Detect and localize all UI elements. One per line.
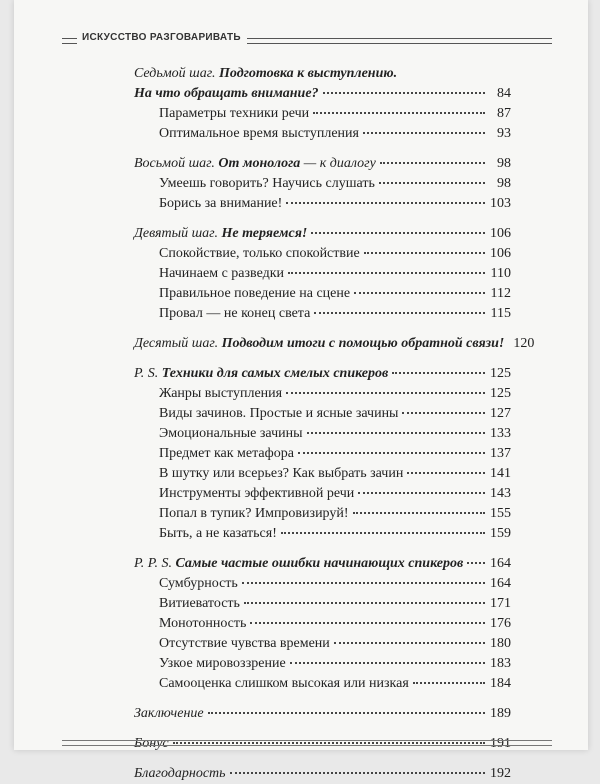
toc-entry-no-time bbox=[159, 634, 511, 654]
toc-entry-optimal-time bbox=[159, 124, 511, 144]
leader-dots bbox=[334, 641, 485, 644]
toc-entry-title: Самые частые ошибки начинающих спикеров bbox=[175, 556, 464, 571]
toc-entry-be bbox=[159, 524, 511, 544]
page-number: 184 bbox=[490, 676, 511, 691]
toc-entry-text: Умеешь говорить? Научись слушать bbox=[159, 176, 375, 191]
leader-dots bbox=[230, 771, 485, 774]
toc-entry-title: Техники для самых смелых спикеров bbox=[161, 366, 389, 381]
page-number: 191 bbox=[490, 736, 511, 751]
page-number: 127 bbox=[490, 406, 511, 421]
page-number: 171 bbox=[490, 596, 511, 611]
leader-dots bbox=[323, 91, 485, 94]
toc-entry-monotone bbox=[159, 614, 511, 634]
page-number: 189 bbox=[490, 706, 511, 721]
leader-dots bbox=[298, 451, 485, 454]
toc-entry-title: Подводим итоги с помощью обратной связи! bbox=[221, 336, 505, 351]
leader-dots bbox=[313, 111, 485, 114]
toc-entry-can-talk bbox=[159, 174, 511, 194]
page-number: 137 bbox=[490, 446, 511, 461]
toc-entry-text: Сумбурность bbox=[159, 576, 238, 591]
page-number: 115 bbox=[490, 306, 511, 321]
leader-dots bbox=[467, 561, 485, 564]
toc-entry-text: Узкое мировоззрение bbox=[159, 656, 286, 671]
toc-entry-step7 bbox=[134, 64, 511, 84]
toc-entry-text: Провал — не конец света bbox=[159, 306, 311, 321]
toc-entry-label: Бонус bbox=[134, 736, 169, 751]
toc-entry-verbose bbox=[159, 594, 511, 614]
toc-entry-thanks bbox=[134, 764, 511, 784]
leader-dots bbox=[208, 711, 485, 714]
toc-entry-step7-cont bbox=[134, 84, 511, 104]
toc-entry-text: Инструменты эффективной речи bbox=[159, 486, 355, 501]
bottom-rule bbox=[62, 740, 552, 746]
toc-entry-title: Подготовка к выступлению. bbox=[219, 66, 398, 81]
page-number: 98 bbox=[497, 156, 511, 171]
toc-entry-text: Быть, а не казаться! bbox=[159, 526, 277, 541]
page-number: 180 bbox=[490, 636, 511, 651]
page-number: 155 bbox=[490, 506, 511, 521]
toc-entry-text: Виды зачинов. Простые и ясные зачины bbox=[159, 406, 399, 421]
leader-dots bbox=[379, 181, 485, 184]
toc-entry-self-esteem bbox=[159, 674, 511, 694]
running-head bbox=[62, 32, 552, 46]
toc-entry-text: Оптимальное время выступления bbox=[159, 126, 359, 141]
page-number: 159 bbox=[490, 526, 511, 541]
toc-entry-text: Попал в тупик? Импровизируй! bbox=[159, 506, 349, 521]
toc-entry-label: Заключение bbox=[134, 706, 204, 721]
toc-entry-joke bbox=[159, 464, 511, 484]
page-number: 110 bbox=[490, 266, 511, 281]
toc-entry-tools bbox=[159, 484, 511, 504]
running-head-rule-right bbox=[247, 38, 552, 44]
toc-entry-recon bbox=[159, 264, 511, 284]
book-page bbox=[14, 0, 588, 781]
leader-dots bbox=[353, 511, 485, 514]
toc-entry-step10 bbox=[134, 334, 535, 354]
leader-dots bbox=[358, 491, 485, 494]
toc-entry-metaphor bbox=[159, 444, 511, 464]
toc-entry-title: Не теряемся! bbox=[221, 226, 308, 241]
toc-entry-pps bbox=[134, 554, 511, 574]
page-number: 141 bbox=[490, 466, 511, 481]
toc-entry-title: От монолога bbox=[218, 156, 301, 171]
toc-entry-confused bbox=[159, 574, 511, 594]
leader-dots bbox=[286, 391, 485, 394]
toc-entry-title-suffix: — к диалогу bbox=[300, 156, 376, 171]
leader-dots bbox=[392, 371, 485, 374]
page-number: 98 bbox=[497, 176, 511, 191]
page-number: 120 bbox=[513, 336, 535, 351]
page-number: 84 bbox=[497, 86, 511, 101]
toc-entry-text: Параметры техники речи bbox=[159, 106, 310, 121]
toc-entry-genres bbox=[159, 384, 511, 404]
toc-entry-text: Начинаем с разведки bbox=[159, 266, 285, 281]
toc-entry-speech-params bbox=[159, 104, 511, 124]
leader-dots bbox=[311, 231, 485, 234]
leader-dots bbox=[290, 661, 485, 664]
page-number: 143 bbox=[490, 486, 511, 501]
toc-entry-ps bbox=[134, 364, 511, 384]
toc-entry-step9 bbox=[134, 224, 511, 244]
leader-dots bbox=[364, 251, 485, 254]
toc-entry-fight-attention bbox=[159, 194, 511, 214]
page-number: 93 bbox=[497, 126, 511, 141]
page-number: 183 bbox=[490, 656, 511, 671]
leader-dots bbox=[380, 161, 485, 164]
leader-dots bbox=[407, 471, 485, 474]
toc-entry-text: Монотонность bbox=[159, 616, 247, 631]
toc-entry-improv bbox=[159, 504, 511, 524]
toc-entry-text: Предмет как метафора bbox=[159, 446, 294, 461]
toc-entry-label: Девятый шаг. bbox=[134, 226, 218, 241]
leader-dots bbox=[244, 601, 485, 604]
toc-entry-step8 bbox=[134, 154, 511, 174]
toc-entry-text: В шутку или всерьез? Как выбрать зачин bbox=[159, 466, 404, 481]
toc-entry-label: P. S. bbox=[134, 366, 159, 381]
leader-dots bbox=[363, 131, 485, 134]
toc-entry-text: Самооценка слишком высокая или низкая bbox=[159, 676, 409, 691]
toc-entry-calm bbox=[159, 244, 511, 264]
toc-entry-label: Седьмой шаг. bbox=[134, 66, 216, 81]
leader-dots bbox=[413, 681, 485, 684]
page-number: 106 bbox=[490, 246, 511, 261]
leader-dots bbox=[288, 271, 485, 274]
page-number: 106 bbox=[490, 226, 511, 241]
page-number: 192 bbox=[490, 766, 511, 781]
leader-dots bbox=[354, 291, 485, 294]
page-number: 164 bbox=[490, 556, 511, 571]
page-number: 112 bbox=[490, 286, 511, 301]
page-number: 87 bbox=[497, 106, 511, 121]
running-head-title: ИСКУССТВО РАЗГОВАРИВАТЬ bbox=[82, 32, 241, 43]
leader-dots bbox=[242, 581, 485, 584]
leader-dots bbox=[314, 311, 485, 314]
leader-dots bbox=[307, 431, 485, 434]
running-head-rule-left bbox=[62, 38, 77, 44]
toc-entry-label: P. P. S. bbox=[134, 556, 172, 571]
page-number: 125 bbox=[490, 386, 511, 401]
toc-entry-text: Отсутствие чувства времени bbox=[159, 636, 330, 651]
leader-dots bbox=[281, 531, 485, 534]
leader-dots bbox=[402, 411, 485, 414]
toc-entry-text: Спокойствие, только спокойствие bbox=[159, 246, 360, 261]
page-number: 133 bbox=[490, 426, 511, 441]
page-number: 103 bbox=[490, 196, 511, 211]
toc-entry-failure bbox=[159, 304, 511, 324]
page-number: 176 bbox=[490, 616, 511, 631]
leader-dots bbox=[286, 201, 485, 204]
toc-entry-label: Благодарность bbox=[134, 766, 226, 781]
page-number: 125 bbox=[490, 366, 511, 381]
toc-entry-label: Десятый шаг. bbox=[134, 336, 219, 351]
toc-entry-label: Восьмой шаг. bbox=[134, 156, 215, 171]
page-number: 164 bbox=[490, 576, 511, 591]
toc-entry-title: На что обращать внимание? bbox=[134, 86, 319, 101]
toc-entry-stage-behavior bbox=[159, 284, 511, 304]
toc-entry-text: Витиеватость bbox=[159, 596, 240, 611]
toc-entry-emotional bbox=[159, 424, 511, 444]
toc-entry-text: Жанры выступления bbox=[159, 386, 283, 401]
toc-entry-text: Эмоциональные зачины bbox=[159, 426, 303, 441]
toc-entry-narrow bbox=[159, 654, 511, 674]
toc-entry-conclusion bbox=[134, 704, 511, 724]
toc-entry-text: Правильное поведение на сцене bbox=[159, 286, 351, 301]
toc-entry-text: Борись за внимание! bbox=[159, 196, 283, 211]
toc-entry-openings bbox=[159, 404, 511, 424]
leader-dots bbox=[250, 621, 485, 624]
